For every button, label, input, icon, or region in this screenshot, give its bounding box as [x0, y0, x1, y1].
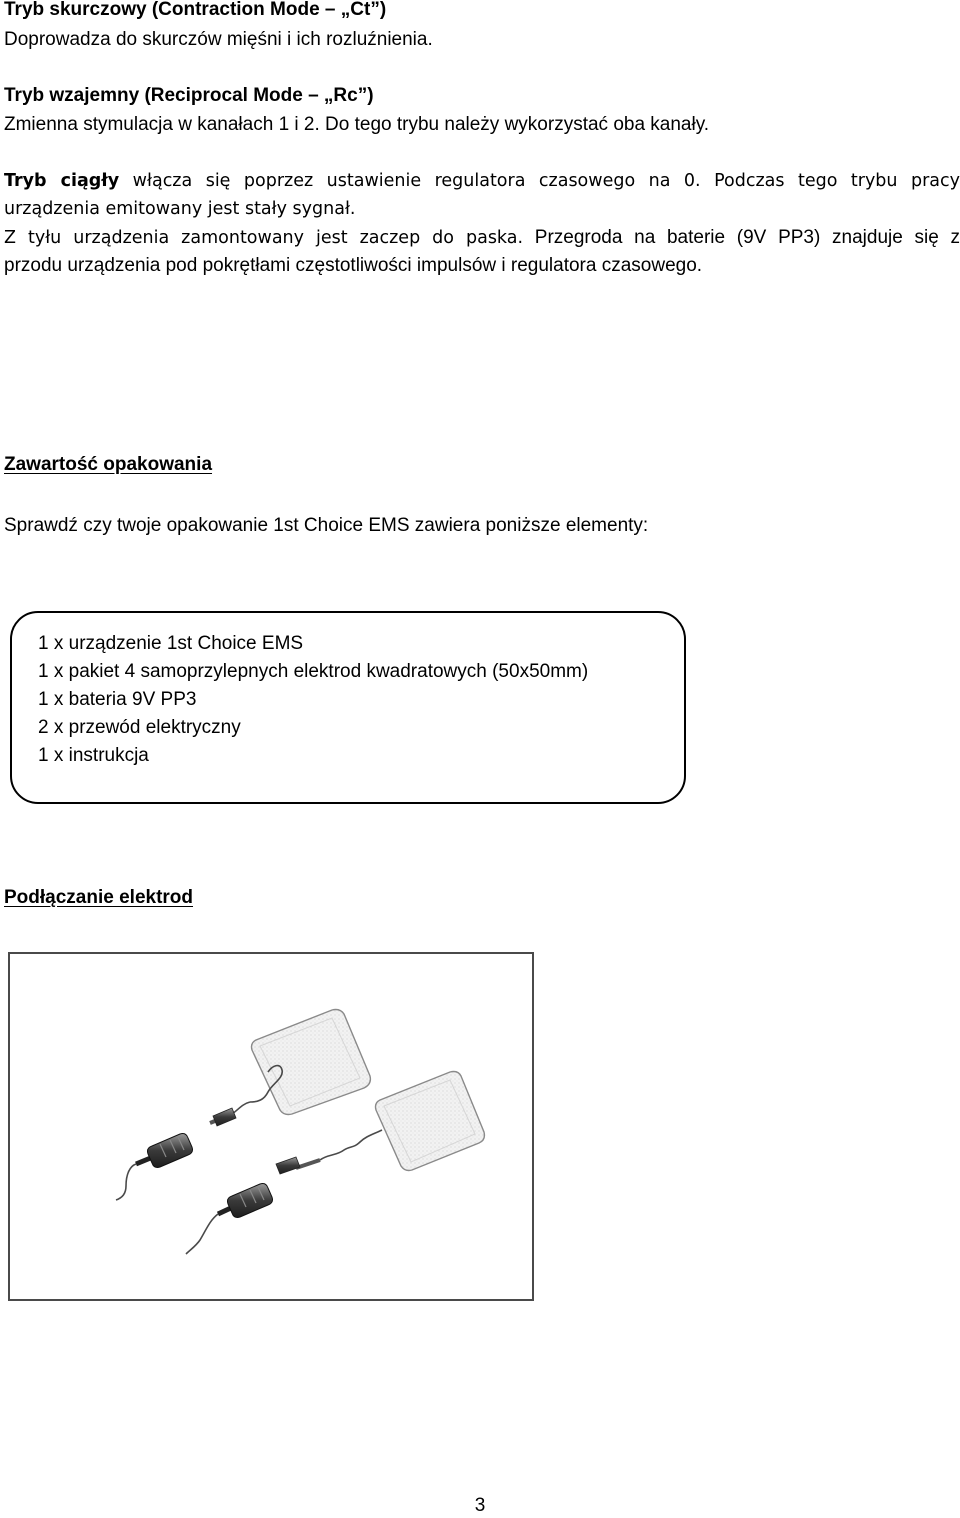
reciprocal-mode-title: Tryb wzajemny (Reciprocal Mode – „Rc”): [4, 85, 374, 106]
continuous-mode-line-2: urządzenia emitowany jest stały sygnał.: [4, 199, 356, 219]
connector-cable-2: [186, 1184, 273, 1255]
package-item: 1 x urządzenie 1st Choice EMS: [38, 633, 304, 654]
continuous-mode-text: włącza się poprzez ustawienie regulatora czasowego na 0. Podczas tego trybu pracy: [119, 171, 960, 191]
lead-wire-2: [276, 1130, 382, 1174]
reciprocal-mode-description: Zmienna stymulacja w kanałach 1 i 2. Do tego trybu należy wykorzystać oba kanały.: [4, 114, 710, 135]
contraction-mode-description: Doprowadza do skurczów mięśni i ich rozluźnienia.: [4, 29, 433, 50]
electrode-pad-2: [376, 1072, 485, 1171]
package-contents-heading: Zawartość opakowania: [4, 454, 213, 475]
belt-clip-text: Z tyłu urządzenia zamontowany jest zaczep do paska.: [4, 228, 524, 248]
package-item: 1 x bateria 9V PP3: [38, 689, 197, 710]
package-contents-intro: Sprawdź czy twoje opakowanie 1st Choice EMS zawiera poniższe elementy:: [4, 515, 649, 536]
battery-compartment-text: Przegroda na baterie (9V PP3) znajduje się z: [523, 227, 960, 248]
page-number: 3: [474, 1495, 486, 1516]
package-item: 1 x instrukcja: [38, 745, 149, 766]
belt-clip-line-1: [4, 226, 960, 250]
contraction-mode-title: Tryb skurczowy (Contraction Mode – „Ct”): [4, 0, 387, 20]
electrodes-heading: Podłączanie elektrod: [4, 887, 194, 908]
electrodes-figure: [8, 952, 534, 1301]
package-item: 1 x pakiet 4 samoprzylepnych elektrod kwadratowych (50x50mm): [38, 661, 589, 682]
electrodes-illustration: [10, 954, 532, 1299]
belt-clip-line-2: przodu urządzenia pod pokrętłami częstotliwości impulsów i regulatora czasowego.: [4, 255, 703, 276]
electrode-pad-1: [252, 1010, 371, 1115]
package-item: 2 x przewód elektryczny: [38, 717, 241, 738]
continuous-mode-line-1: [4, 169, 960, 193]
continuous-mode-lead: Tryb ciągły: [4, 171, 120, 191]
connector-cable-1: [116, 1134, 193, 1201]
